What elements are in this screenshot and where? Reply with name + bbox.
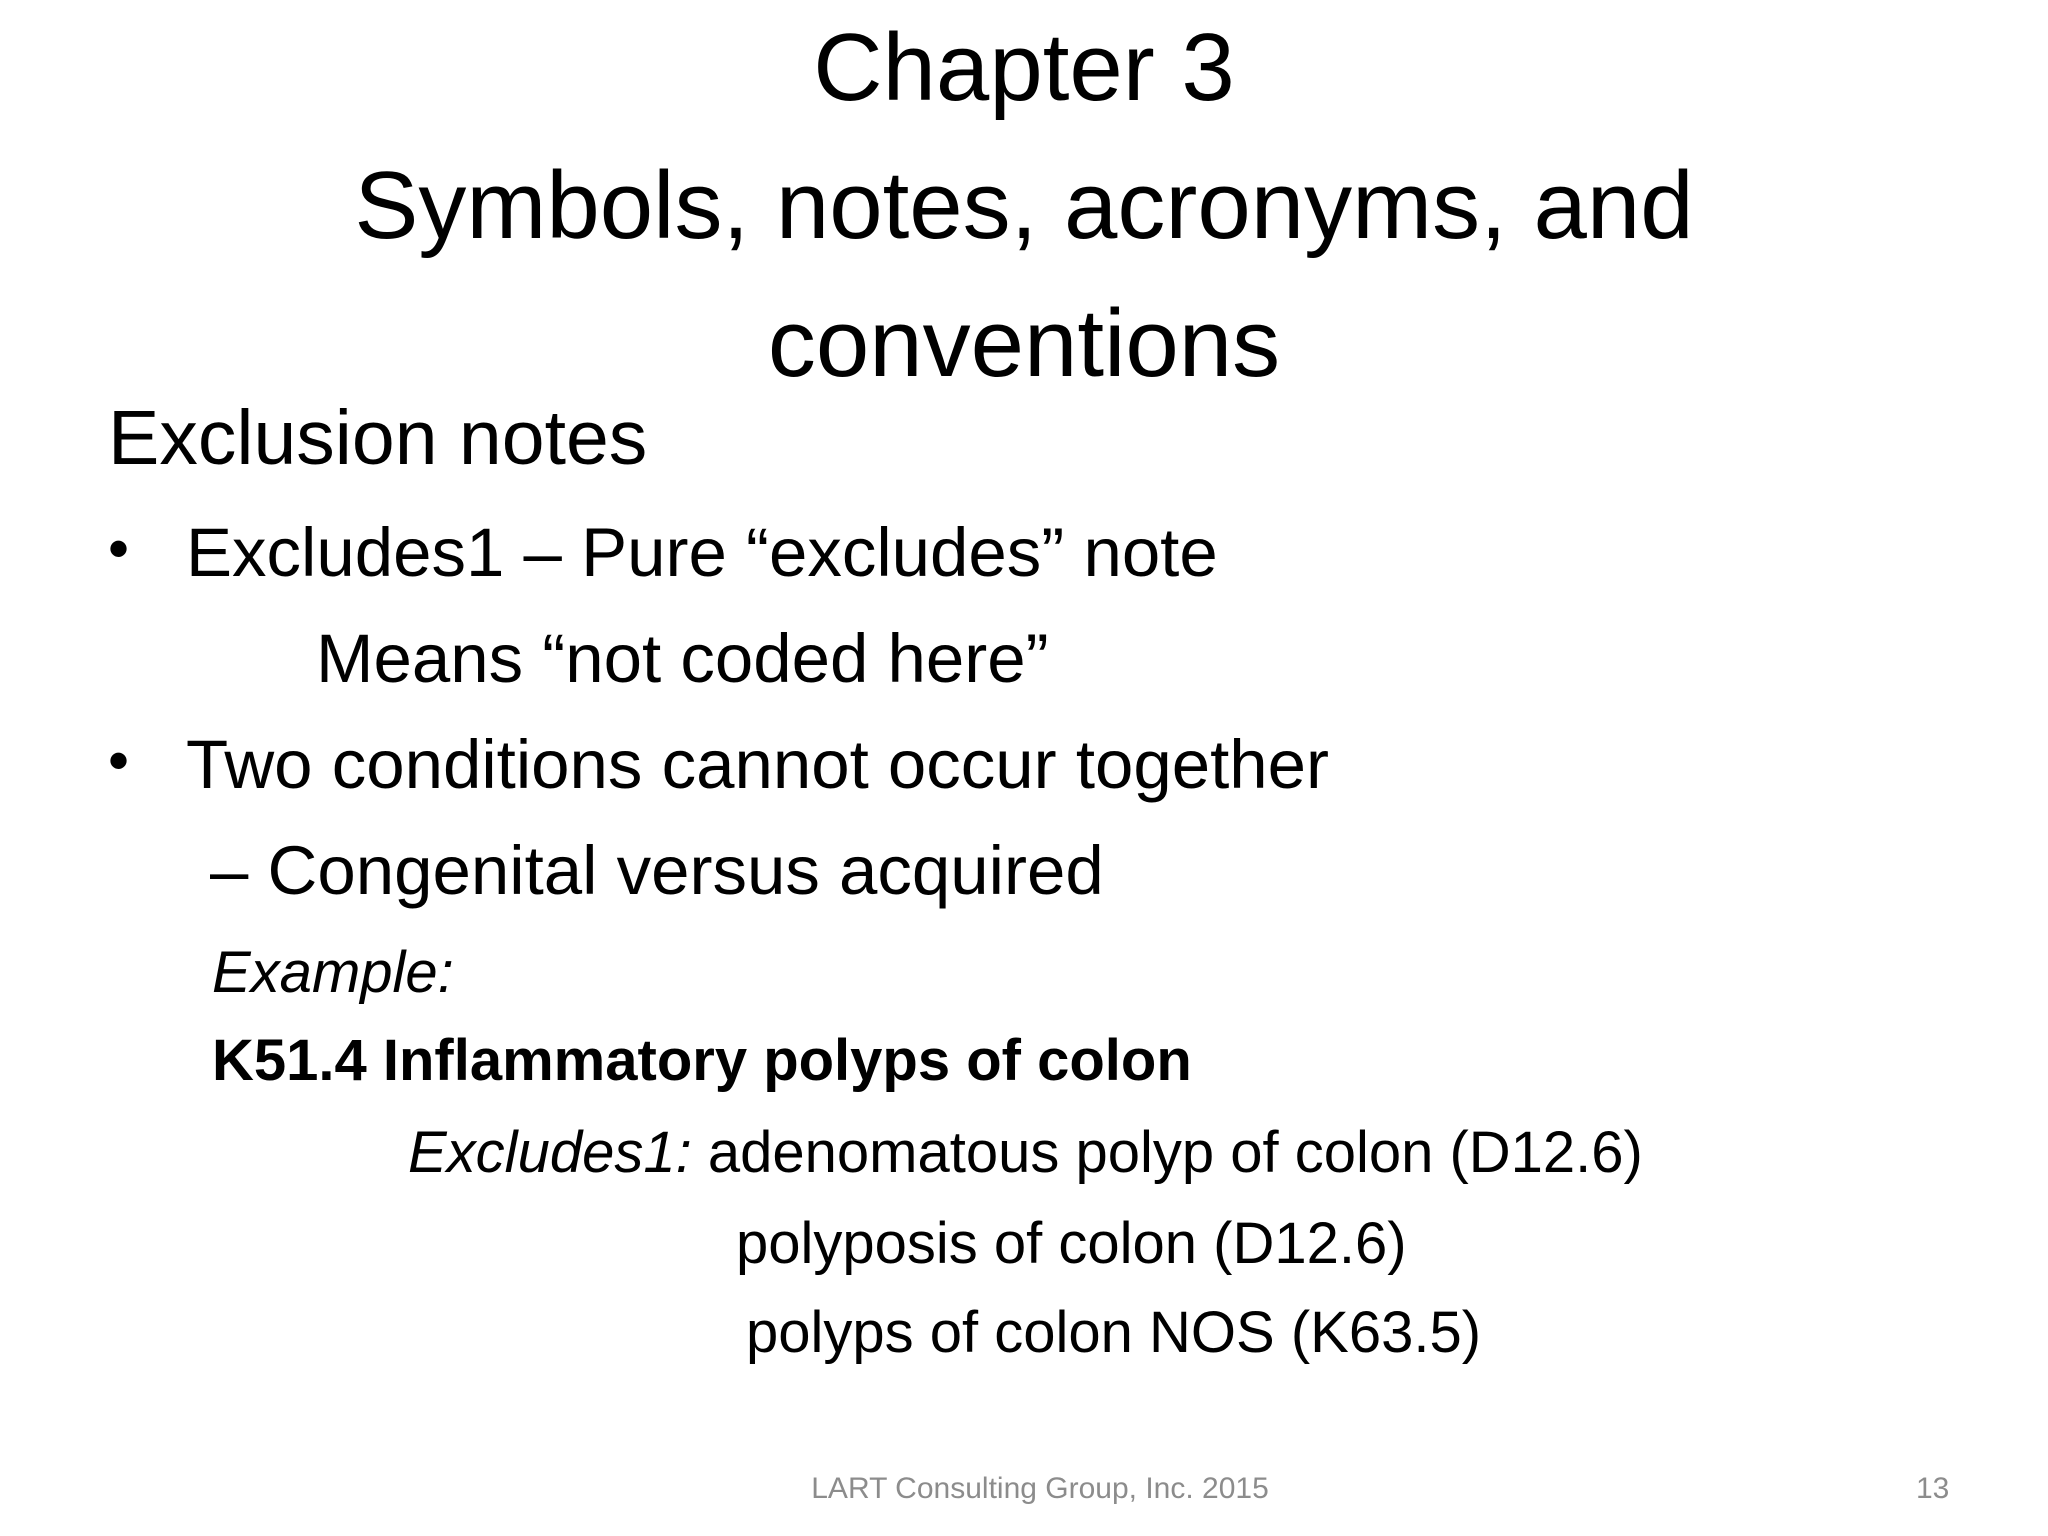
dash-item-congenital: – Congenital versus acquired	[210, 832, 1104, 909]
section-heading: Exclusion notes	[108, 395, 648, 481]
slide-title-line-3: conventions	[767, 290, 1281, 397]
bullet-subtext-means: Means “not coded here”	[316, 620, 1049, 697]
slide-title-line-2: Symbols, notes, acronyms, and	[354, 152, 1694, 259]
bullet-text-excludes1: Excludes1 – Pure “excludes” note	[186, 514, 1218, 591]
excludes-item: polyposis of colon (D12.6)	[736, 1211, 1407, 1276]
excludes-item: adenomatous polyp of colon (D12.6)	[707, 1120, 1643, 1185]
example-label: Example:	[212, 940, 454, 1005]
excludes-label: Excludes1:	[408, 1120, 692, 1185]
footer-text: LART Consulting Group, Inc. 2015	[811, 1472, 1269, 1505]
page-number: 13	[1916, 1472, 1950, 1505]
bullet-symbol: •	[108, 727, 130, 794]
example-code-line: K51.4 Inflammatory polyps of colon	[212, 1028, 1192, 1093]
excludes-item: polyps of colon NOS (K63.5)	[746, 1300, 1482, 1365]
bullet-text-two-conditions: Two conditions cannot occur together	[186, 726, 1330, 803]
excludes-line-1	[408, 1120, 1643, 1185]
bullet-symbol: •	[108, 515, 130, 582]
slide-title-line-1: Chapter 3	[813, 14, 1235, 121]
